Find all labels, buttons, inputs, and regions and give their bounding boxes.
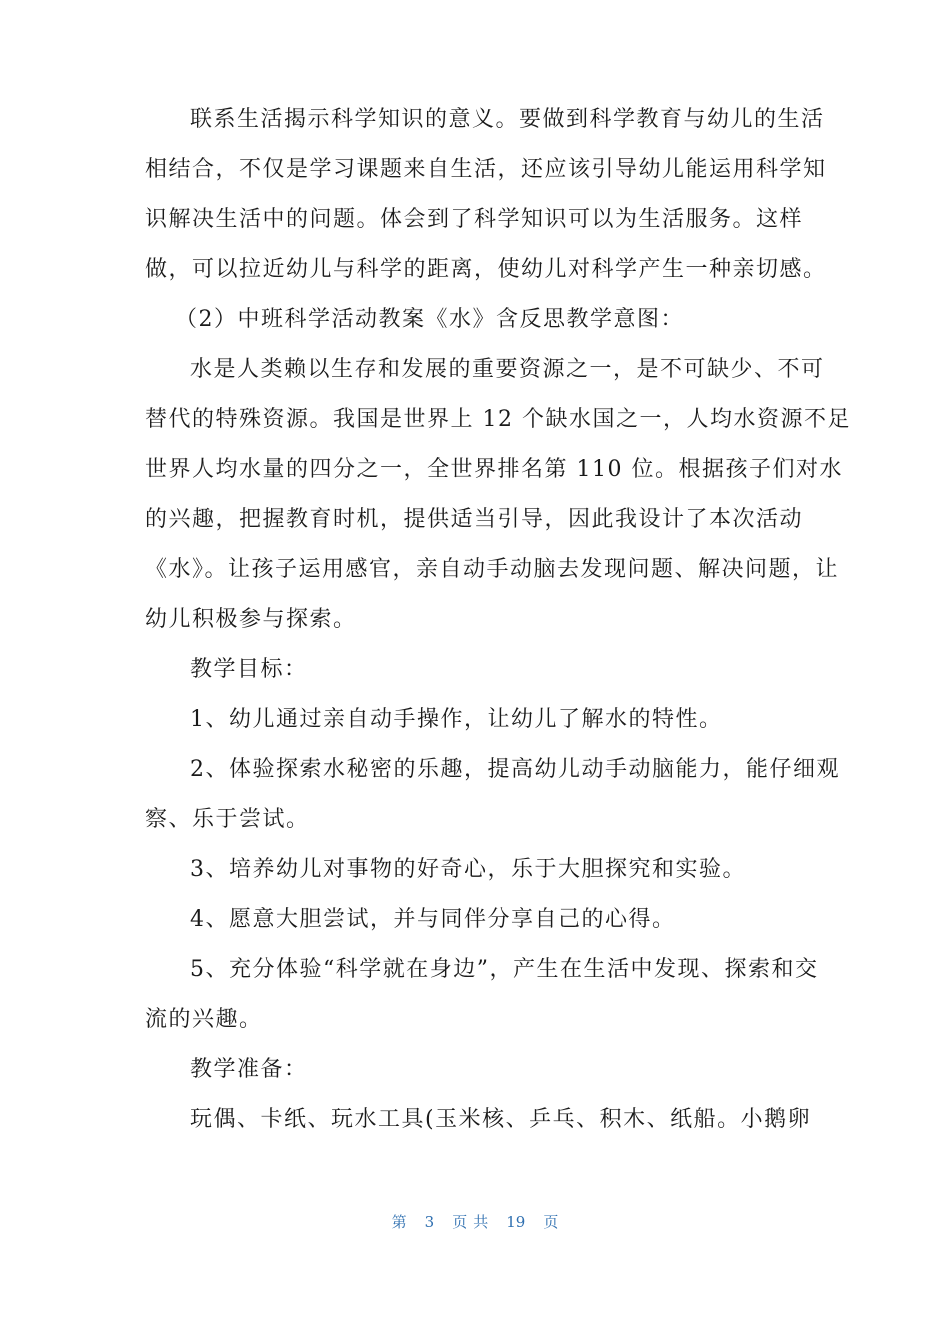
- list-item: 5、充分体验“科学就在身边”，产生在生活中发现、探索和交: [190, 957, 819, 982]
- footer-current-page: 3: [424, 1213, 435, 1231]
- footer-total-label: 共: [473, 1213, 489, 1231]
- paragraph-line: 相结合，不仅是学习课题来自生活，还应该引导幼儿能运用科学知: [145, 157, 827, 182]
- list-item-continuation: 察、乐于尝试。: [145, 807, 310, 832]
- paragraph-line: 《水》。让孩子运用感官，亲自动手动脑去发现问题、解决问题，让: [145, 557, 840, 582]
- paragraph-line: 识解决生活中的问题。体会到了科学知识可以为生活服务。这样: [145, 207, 804, 232]
- paragraph-line: 联系生活揭示科学知识的意义。要做到科学教育与幼儿的生活: [190, 107, 825, 132]
- paragraph-line: 幼儿积极参与探索。: [145, 607, 357, 632]
- section-heading: 教学准备：: [190, 1057, 308, 1082]
- paragraph-line: 的兴趣，把握教育时机，提供适当引导，因此我设计了本次活动: [145, 507, 804, 532]
- footer-page-word: 页: [452, 1213, 468, 1231]
- page-footer: [0, 1210, 950, 1234]
- list-item: 2、体验探索水秘密的乐趣，提高幼儿动手动脑能力，能仔细观: [190, 757, 840, 782]
- footer-total-pages: 19: [506, 1213, 526, 1231]
- section-heading: （2）中班科学活动教案《水》含反思教学意图：: [175, 307, 684, 332]
- list-item-continuation: 流的兴趣。: [145, 1007, 263, 1032]
- list-item: 1、幼儿通过亲自动手操作，让幼儿了解水的特性。: [190, 707, 723, 732]
- paragraph-line: 世界人均水量的四分之一，全世界排名第 110 位。根据孩子们对水: [145, 457, 843, 482]
- footer-page-word-end: 页: [543, 1213, 559, 1231]
- list-item: 4、愿意大胆尝试，并与同伴分享自己的心得。: [190, 907, 676, 932]
- list-item: 3、培养幼儿对事物的好奇心，乐于大胆探究和实验。: [190, 857, 746, 882]
- paragraph-line: 玩偶、卡纸、玩水工具(玉米核、乒乓、积木、纸船。小鹅卵: [190, 1107, 812, 1132]
- paragraph-line: 做，可以拉近幼儿与科学的距离，使幼儿对科学产生一种亲切感。: [145, 257, 827, 282]
- paragraph-line: 替代的特殊资源。我国是世界上 12 个缺水国之一，人均水资源不足: [145, 407, 851, 432]
- footer-page-label: 第: [391, 1213, 407, 1231]
- paragraph-line: 水是人类赖以生存和发展的重要资源之一，是不可缺少、不可: [190, 357, 825, 382]
- section-heading: 教学目标：: [190, 657, 308, 682]
